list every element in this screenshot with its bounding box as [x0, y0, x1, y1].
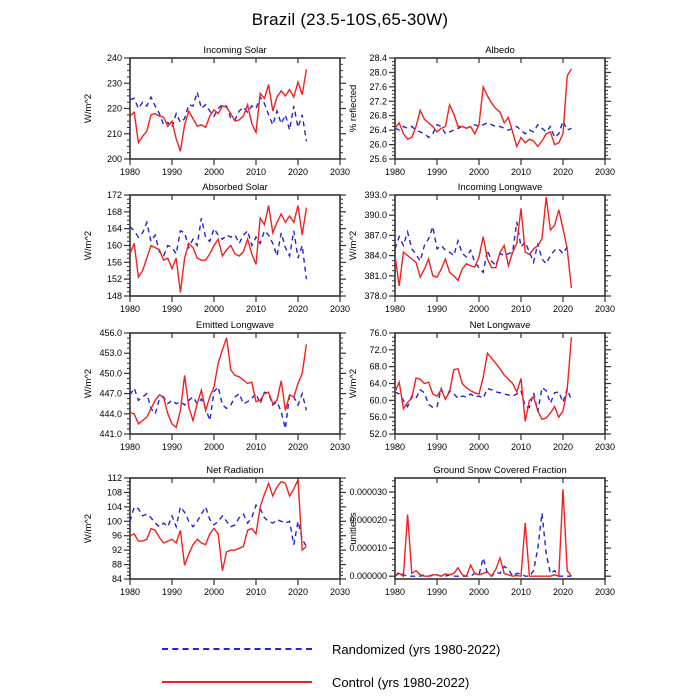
control-line-sample	[162, 681, 312, 683]
svg-text:0.000000: 0.000000	[349, 571, 387, 582]
svg-text:1990: 1990	[161, 304, 183, 314]
svg-text:1990: 1990	[161, 167, 183, 177]
svg-text:240: 240	[106, 53, 122, 63]
randomized-line-sample	[162, 648, 312, 650]
legend-item-randomized	[162, 640, 500, 658]
svg-text:453.0: 453.0	[99, 348, 122, 359]
svg-text:27.6: 27.6	[369, 81, 387, 92]
svg-text:447.0: 447.0	[99, 388, 122, 399]
chart-absorbed-solar	[82, 181, 352, 336]
svg-text:441.0: 441.0	[99, 429, 122, 439]
svg-text:210: 210	[106, 128, 122, 139]
svg-text:2030: 2030	[329, 304, 351, 314]
svg-text:Absorbed Solar: Absorbed Solar	[202, 182, 268, 193]
svg-text:68.0: 68.0	[369, 361, 387, 372]
svg-text:0.000030: 0.000030	[349, 487, 387, 498]
svg-text:28.4: 28.4	[369, 53, 387, 63]
svg-text:387.0: 387.0	[364, 230, 387, 241]
svg-text:26.8: 26.8	[369, 110, 387, 121]
svg-text:1980: 1980	[384, 587, 406, 597]
chart-net-radiation	[82, 464, 352, 619]
chart-net-longwave	[347, 319, 617, 474]
svg-text:Incoming Solar: Incoming Solar	[203, 45, 267, 56]
svg-text:104: 104	[106, 501, 122, 512]
svg-text:92: 92	[111, 545, 122, 556]
svg-text:W/m^2: W/m^2	[83, 230, 94, 261]
svg-text:Emitted Longwave: Emitted Longwave	[195, 320, 275, 331]
svg-text:100: 100	[106, 516, 122, 527]
svg-text:Incoming Longwave: Incoming Longwave	[457, 182, 543, 193]
svg-text:28.0: 28.0	[369, 67, 387, 78]
svg-text:2030: 2030	[594, 587, 616, 597]
svg-text:25.6: 25.6	[369, 154, 387, 164]
svg-text:384.0: 384.0	[364, 250, 387, 261]
chart-emitted-longwave	[82, 319, 352, 474]
svg-text:88: 88	[111, 559, 122, 570]
svg-text:160: 160	[106, 240, 122, 251]
svg-text:1990: 1990	[426, 304, 448, 314]
svg-text:84: 84	[111, 574, 122, 584]
svg-text:72.0: 72.0	[369, 344, 387, 355]
svg-text:108: 108	[106, 487, 122, 498]
svg-text:W/m^2: W/m^2	[348, 368, 359, 399]
svg-text:2010: 2010	[510, 167, 532, 177]
svg-text:1980: 1980	[119, 167, 141, 177]
svg-text:378.0: 378.0	[364, 291, 387, 301]
svg-text:1980: 1980	[119, 442, 141, 452]
legend-label-randomized: Randomized (yrs 1980-2022)	[332, 641, 501, 657]
svg-text:2000: 2000	[468, 304, 490, 314]
svg-text:112: 112	[107, 473, 122, 483]
chart-incoming-longwave	[347, 181, 617, 336]
svg-text:2030: 2030	[594, 167, 616, 177]
svg-text:2020: 2020	[287, 587, 309, 597]
svg-text:2020: 2020	[287, 167, 309, 177]
svg-text:1980: 1980	[119, 587, 141, 597]
svg-text:1990: 1990	[161, 587, 183, 597]
svg-text:390.0: 390.0	[364, 210, 387, 221]
svg-text:2030: 2030	[594, 442, 616, 452]
svg-text:26.0: 26.0	[369, 139, 387, 150]
svg-text:1990: 1990	[426, 167, 448, 177]
svg-text:Net Radiation: Net Radiation	[206, 465, 264, 476]
svg-text:52.0: 52.0	[369, 429, 387, 439]
svg-text:2000: 2000	[468, 442, 490, 452]
svg-text:1980: 1980	[384, 442, 406, 452]
svg-text:1990: 1990	[426, 587, 448, 597]
svg-text:2020: 2020	[287, 442, 309, 452]
svg-text:156: 156	[106, 257, 122, 268]
svg-text:2010: 2010	[245, 167, 267, 177]
svg-text:148: 148	[106, 291, 122, 301]
svg-text:2020: 2020	[552, 167, 574, 177]
chart-albedo	[347, 44, 617, 199]
svg-text:2000: 2000	[203, 167, 225, 177]
svg-text:0.000020: 0.000020	[349, 515, 387, 526]
svg-text:1990: 1990	[161, 442, 183, 452]
svg-text:64.0: 64.0	[369, 378, 387, 389]
svg-text:76.0: 76.0	[369, 328, 387, 338]
svg-text:1990: 1990	[426, 442, 448, 452]
svg-text:W/m^2: W/m^2	[83, 93, 94, 124]
chart-ground-snow-covered-fraction	[347, 464, 617, 619]
svg-text:381.0: 381.0	[364, 270, 387, 281]
svg-text:1980: 1980	[384, 304, 406, 314]
svg-text:2030: 2030	[329, 587, 351, 597]
svg-text:27.2: 27.2	[369, 96, 387, 107]
svg-text:152: 152	[106, 274, 122, 285]
svg-text:2000: 2000	[468, 167, 490, 177]
svg-text:W/m^2: W/m^2	[83, 513, 94, 544]
svg-text:2010: 2010	[245, 442, 267, 452]
svg-text:Albedo: Albedo	[485, 45, 515, 56]
page-title: Brazil (23.5-10S,65-30W)	[251, 10, 449, 29]
svg-text:W/m^2: W/m^2	[83, 368, 94, 399]
svg-text:1980: 1980	[119, 304, 141, 314]
svg-text:2010: 2010	[510, 304, 532, 314]
svg-text:2010: 2010	[245, 587, 267, 597]
svg-text:2030: 2030	[329, 167, 351, 177]
svg-text:2000: 2000	[203, 442, 225, 452]
svg-text:2000: 2000	[203, 304, 225, 314]
svg-text:230: 230	[106, 78, 122, 89]
svg-text:168: 168	[106, 206, 122, 217]
svg-text:56.0: 56.0	[369, 412, 387, 423]
svg-text:2010: 2010	[245, 304, 267, 314]
legend-item-control	[162, 673, 469, 691]
svg-text:2000: 2000	[203, 587, 225, 597]
svg-text:2020: 2020	[552, 442, 574, 452]
svg-text:172: 172	[106, 190, 122, 200]
svg-text:2010: 2010	[510, 442, 532, 452]
svg-text:2020: 2020	[287, 304, 309, 314]
svg-text:0.000010: 0.000010	[349, 543, 387, 554]
svg-text:Net Longwave: Net Longwave	[469, 320, 531, 331]
svg-text:96: 96	[111, 530, 122, 541]
svg-text:450.0: 450.0	[99, 368, 122, 379]
svg-text:2010: 2010	[510, 587, 532, 597]
svg-text:220: 220	[106, 103, 122, 114]
svg-text:2030: 2030	[329, 442, 351, 452]
svg-text:2000: 2000	[468, 587, 490, 597]
svg-text:200: 200	[106, 154, 122, 164]
svg-text:2020: 2020	[552, 304, 574, 314]
svg-text:26.4: 26.4	[369, 125, 387, 136]
svg-text:% reflected: % reflected	[348, 84, 359, 133]
svg-text:60.0: 60.0	[369, 395, 387, 406]
svg-text:unitless: unitless	[348, 512, 359, 545]
legend-label-control: Control (yrs 1980-2022)	[332, 674, 470, 690]
svg-text:1980: 1980	[384, 167, 406, 177]
svg-text:2030: 2030	[594, 304, 616, 314]
svg-text:W/m^2: W/m^2	[348, 230, 359, 261]
svg-text:164: 164	[106, 223, 122, 234]
svg-text:Ground Snow Covered Fraction: Ground Snow Covered Fraction	[433, 465, 567, 476]
svg-text:393.0: 393.0	[364, 190, 387, 200]
chart-incoming-solar	[82, 44, 352, 199]
svg-text:456.0: 456.0	[99, 328, 122, 338]
svg-text:444.0: 444.0	[99, 408, 122, 419]
svg-text:2020: 2020	[552, 587, 574, 597]
